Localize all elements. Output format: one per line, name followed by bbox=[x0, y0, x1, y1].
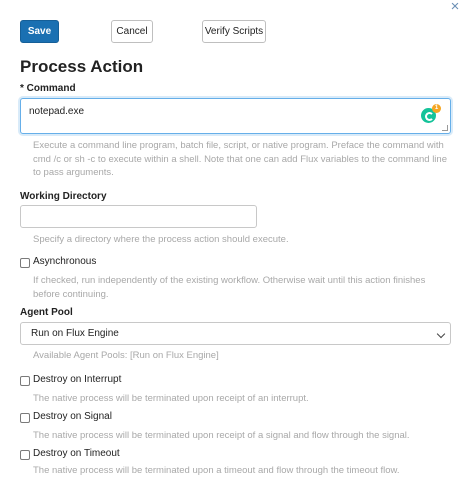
destroy-on-timeout-label: Destroy on Timeout bbox=[33, 448, 120, 459]
asynchronous-checkbox[interactable] bbox=[20, 258, 30, 268]
agent-pool-help-text: Available Agent Pools: [Run on Flux Engine] bbox=[33, 350, 219, 361]
destroy-on-interrupt-checkbox[interactable] bbox=[20, 376, 30, 386]
command-label: * Command bbox=[20, 83, 76, 94]
command-help-text: Execute a command line program, batch file, script, or native program. Preface the command with cmd /c or sh -c to execute within a shell. Note that one can add Flux variables to the command line to pass arguments. bbox=[33, 140, 447, 178]
destroy-on-signal-label: Destroy on Signal bbox=[33, 411, 112, 422]
resize-handle-icon[interactable] bbox=[442, 125, 448, 131]
destroy-on-interrupt-help-text: The native process will be terminated upon receipt of an interrupt. bbox=[33, 393, 309, 404]
agent-pool-selected-value: Run on Flux Engine bbox=[31, 328, 119, 339]
cancel-button[interactable]: Cancel bbox=[111, 20, 153, 43]
verify-scripts-button[interactable]: Verify Scripts bbox=[202, 20, 266, 43]
working-directory-help-text: Specify a directory where the process action should execute. bbox=[33, 234, 289, 245]
working-directory-input[interactable] bbox=[20, 205, 257, 228]
save-button[interactable]: Save bbox=[20, 20, 59, 43]
agent-pool-label: Agent Pool bbox=[20, 307, 73, 318]
page-title: Process Action bbox=[20, 57, 144, 76]
agent-pool-select[interactable] bbox=[20, 322, 451, 345]
asynchronous-label: Asynchronous bbox=[33, 256, 97, 267]
working-directory-label: Working Directory bbox=[20, 191, 107, 202]
destroy-on-timeout-checkbox[interactable] bbox=[20, 450, 30, 460]
asynchronous-help-text: If checked, run independently of the existing workflow. Otherwise wait until this action finishes before continuing. bbox=[33, 275, 426, 300]
destroy-on-signal-help-text: The native process will be terminated upon receipt of a signal and flow through the signal. bbox=[33, 430, 410, 441]
chevron-down-icon bbox=[437, 330, 445, 338]
destroy-on-timeout-help-text: The native process will be terminated upon a timeout and flow through the timeout flow. bbox=[33, 465, 400, 476]
command-value: notepad.exe bbox=[29, 106, 85, 117]
command-textarea[interactable] bbox=[20, 98, 451, 134]
grammarly-count-badge: 1 bbox=[432, 104, 441, 113]
destroy-on-signal-checkbox[interactable] bbox=[20, 413, 30, 423]
destroy-on-interrupt-label: Destroy on Interrupt bbox=[33, 374, 122, 385]
close-icon[interactable]: × bbox=[450, 0, 460, 15]
